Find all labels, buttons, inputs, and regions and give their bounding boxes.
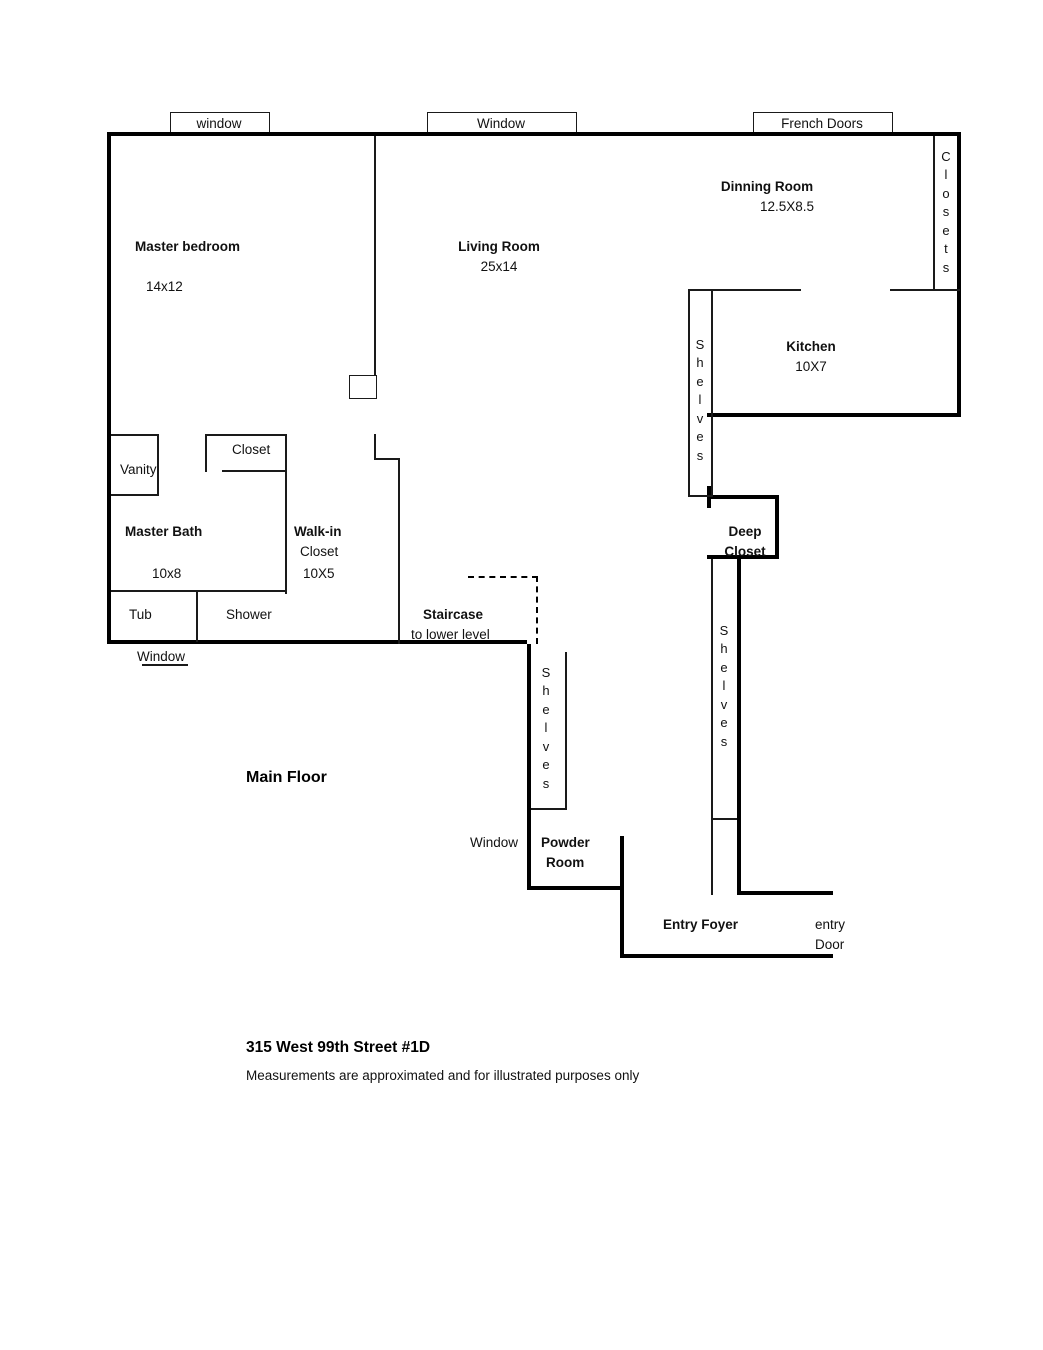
label-living-room-dims: 25x14: [480, 259, 518, 274]
staircase-dash-top: [468, 576, 538, 578]
window-master-label: window: [196, 116, 242, 131]
label-tub: Tub: [129, 607, 152, 622]
label-deep-closet-sub: Closet: [724, 544, 766, 559]
closets-letters: C: [941, 149, 951, 164]
wall-hall-right-lower: [737, 555, 741, 895]
label-living-room: Living Room: [458, 239, 540, 254]
wall-stair-shelves-right: [565, 652, 567, 810]
wall-master-living-divider-upper: [374, 136, 376, 376]
wall-masterbath-bottom-strip: [111, 590, 287, 592]
staircase-dash-right: [536, 576, 538, 644]
label-shelves-hall: S h e l v e s: [719, 623, 729, 749]
label-walkin-sub: Closet: [300, 544, 339, 559]
wall-left-outer: [107, 132, 111, 644]
wall-vanity-right: [157, 434, 159, 496]
disclaimer-text: Measurements are approximated and for illustrated purposes only: [246, 1068, 640, 1083]
wall-master-living-divider-lower: [374, 434, 376, 460]
label-master-bedroom: Master bedroom: [135, 239, 241, 254]
label-dining-room: Dinning Room: [720, 179, 814, 194]
label-shelves-stair: S h e l v e s: [541, 665, 551, 791]
wall-closet-right: [285, 434, 287, 594]
wall-top-main: [107, 132, 961, 136]
label-master-bedroom-dims: 14x12: [146, 279, 183, 294]
door-opening-master: [349, 375, 377, 399]
wall-kitchen-left: [688, 289, 690, 497]
wall-foyer-left: [620, 836, 624, 957]
wall-shelves-kitchen-bottom: [688, 495, 713, 497]
wall-deep-closet-top: [707, 495, 779, 499]
label-master-bath: Master Bath: [125, 524, 203, 539]
label-walkin-dims: 10X5: [303, 566, 335, 581]
label-staircase: Staircase: [423, 607, 484, 622]
label-shower: Shower: [226, 607, 272, 622]
label-kitchen-dims: 10X7: [795, 359, 827, 374]
label-deep-closet: Deep: [728, 524, 762, 539]
wall-kitchen-bottom: [707, 413, 961, 417]
wall-dining-closet-bottom: [890, 289, 960, 291]
wall-shelves-kitchen-right: [711, 289, 713, 497]
label-entry-door-line1: entry: [815, 917, 846, 932]
floor-title: Main Floor: [246, 769, 327, 786]
label-dining-room-dims: 12.5X8.5: [759, 199, 815, 214]
window-master-bath-label: Window: [137, 649, 186, 664]
wall-powder-bottom: [527, 886, 623, 890]
label-shelves-kitchen: S h e l v e s: [695, 337, 705, 463]
label-vanity: Vanity: [120, 462, 157, 477]
label-powder-room: Powder: [541, 835, 590, 850]
french-doors-label: French Doors: [781, 116, 863, 131]
wall-stair-shelves-bottom: [531, 808, 567, 810]
wall-closet-left: [205, 434, 207, 472]
wall-closet-top: [205, 434, 287, 436]
wall-tub-shower-divider: [196, 590, 198, 642]
wall-foyer-right-top: [737, 891, 833, 895]
label-closet: Closet: [232, 442, 271, 457]
window-living-label: Window: [476, 116, 526, 131]
wall-closet-bottom: [222, 470, 287, 472]
wall-vanity-bottom: [111, 494, 159, 496]
wall-dining-closet-left: [933, 136, 935, 290]
wall-powder-right: [527, 644, 531, 890]
window-powder-label: Window: [470, 835, 519, 850]
label-entry-foyer: Entry Foyer: [663, 917, 739, 932]
wall-kitchen-top: [688, 289, 801, 291]
label-walkin: Walk-in: [294, 524, 342, 539]
wall-hall-shelves-divider: [711, 818, 737, 820]
label-master-bath-dims: 10x8: [152, 566, 182, 581]
wall-deep-closet-right: [775, 495, 779, 559]
label-entry-door-line2: Door: [815, 937, 845, 952]
label-powder-room-sub: Room: [546, 855, 585, 870]
address-title: 315 West 99th Street #1D: [246, 1039, 431, 1056]
wall-walkin-top: [374, 458, 400, 460]
wall-vanity-top: [111, 434, 159, 436]
wall-foyer-bottom: [620, 954, 833, 958]
wall-walkin-right: [398, 458, 400, 644]
label-closets-vertical: C l o s e t s: [941, 149, 951, 275]
label-staircase-sub: to lower level: [411, 627, 490, 642]
wall-hall-shelves-left: [711, 559, 713, 895]
wall-right-dining: [957, 132, 961, 417]
label-kitchen: Kitchen: [786, 339, 836, 354]
